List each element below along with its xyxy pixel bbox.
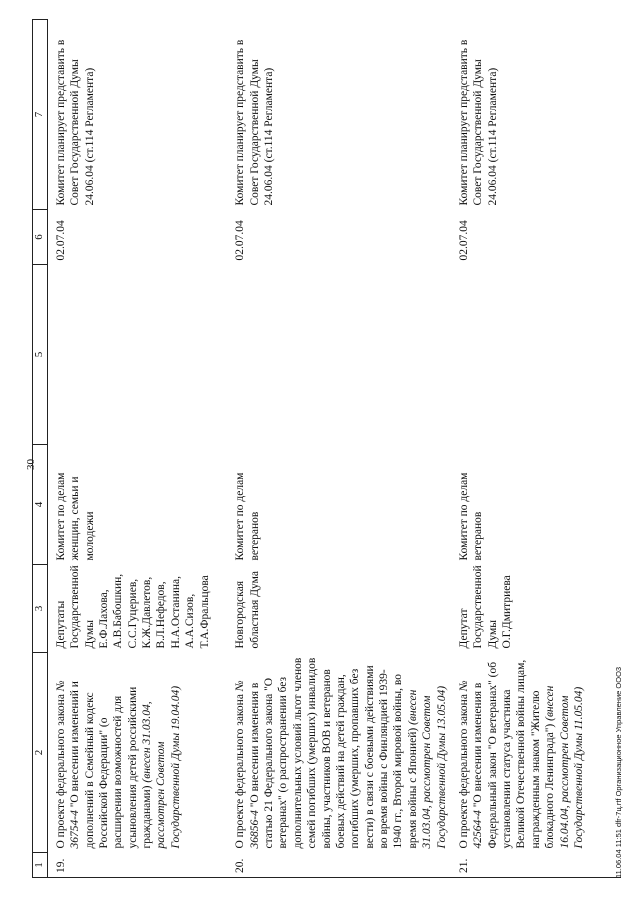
date-cell: 02.07.04 [54,220,67,261]
col-header-7: 7 [33,20,48,210]
bill-text: "О внесении изменения в статью 21 Федерального закона "О ветеранах" (о распространении без дополнительных условий льгот членов семей погибших (умерших) инвалидов войны, участников ВОВ и ветеранов боевых действий на детей граждан, погибших (умерших, пропавших без вести) в связи с боевыми действиями во время войны с Финляндией 1939-1940 гг., Второй мировой войны, во время войны с Японией) [248,657,419,849]
subject-line: О.Г.Дмитриева [501,575,513,649]
subject-line: областная Дума [248,571,261,649]
bill-description [451,653,621,853]
subject-line: С.С.Гуцериев, [126,578,139,649]
table-row [227,20,451,878]
bill-subject [227,565,451,653]
col-header-1: 1 [33,853,48,878]
committee: Комитет по делам ветеранов [234,472,261,561]
bill-note: (внесен 31.03.04, рассмотрен Советом Государственной Думы 19.04.04) [141,685,182,849]
bills-table [32,19,621,878]
bill-number: № 36754-4 [54,680,82,849]
subject-line: К.Ж.Давлетов, [141,576,153,649]
col-header-4: 4 [33,445,48,565]
committee: Комитет по делам ветеранов [457,472,485,561]
subject-line: Государственной [69,565,82,649]
subject-line: Думы [486,620,499,649]
subject-line: А.А.Сизов, [184,593,197,649]
subject-line: А.В.Бабошкин, [112,573,125,649]
col-header-3: 3 [33,565,48,653]
col-header-2: 2 [33,653,48,853]
subject-line: Думы [83,620,96,649]
bill-title: О проекте федерального закона [234,694,247,849]
bill-note: (внесен 16.04.04, рассмотрен Советом Государственной Думы 11.05.04) [544,685,585,849]
subject-line: Государственной [472,565,485,649]
bill-note: (внесен 31.03.04, рассмотрен Советом Государственной Думы 13.05.04) [406,685,448,849]
subject-line: Е.Ф.Лахова, [97,589,110,649]
page-number: 30 [25,459,37,470]
bill-number: № 36856-4 [234,680,261,849]
status-cell: Комитет планирует представить в Совет Государственной Думы 24.06.04 (ст.114 Регламента) [457,39,499,206]
col-header-5: 5 [33,265,48,445]
committee: Комитет по делам женщин, семьи и молодежи [54,472,96,561]
bill-title: О проекте федерального закона [457,694,470,849]
status-cell: Комитет планирует представить в Совет Государственной Думы 24.06.04 (ст.114 Регламента) [54,39,96,206]
status-cell: Комитет планирует представить в Совет Государственной Думы 24.06.04 (ст.114 Регламента) [234,39,275,206]
header-row [33,20,48,878]
bill-text: "О внесении изменений и дополнений в Семейный кодекс Российской Федерации" (о расширении возможностей для усыновления детей российскими гражданами) [69,681,153,849]
row-number: 19. [47,853,227,878]
footer-filename: 11.06.04 11:51 dfr-7ц.rtf Организационное Управление ООО3 [614,666,623,878]
bill-subject [451,565,621,653]
subject-line: Новгородская [234,580,247,649]
bill-description [227,653,451,853]
col5-cell [451,265,621,445]
bill-title: О проекте федерального закона [54,694,67,849]
bill-number: № 42564-4 [457,680,485,849]
col5-cell [47,265,227,445]
col-header-6: 6 [33,210,48,265]
col5-cell [227,265,451,445]
bill-subject [47,565,227,653]
date-cell: 02.07.04 [457,220,470,261]
row-number: 21. [451,853,621,878]
bill-text: "О внесении изменения в Федеральный закон "О ветеранах" (об установлении статуса участника Великой Отечественной войны лицам, награжденным знаком "Жителю блокадного Ленинграда") [472,659,557,849]
subject-line: Н.А.Останина, [169,576,182,649]
subject-line: Т.А.Фральцова [198,575,211,649]
table-row [47,20,227,878]
bill-description [47,653,227,853]
subject-line: Депутаты [54,600,67,649]
date-cell: 02.07.04 [234,220,247,261]
subject-line: Депутат [457,608,470,649]
subject-line: В.Л.Нефедов, [155,581,168,649]
table-row [451,20,621,878]
row-number: 20. [227,853,451,878]
